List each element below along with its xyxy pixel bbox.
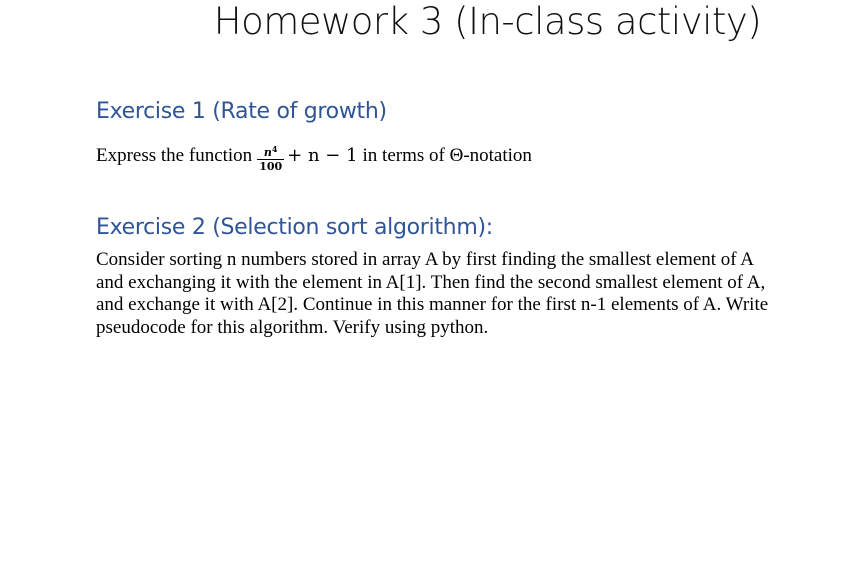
fraction-numerator xyxy=(262,143,280,159)
math-expression: + n − 1 xyxy=(287,144,358,166)
numerator-variable: n xyxy=(263,146,272,159)
exercise-1-suffix: in terms of Θ-notation xyxy=(362,144,532,166)
exercise-1-heading: Exercise 1 (Rate of growth) xyxy=(96,99,387,124)
fraction-denominator: 100 xyxy=(259,160,283,173)
exercise-2-heading: Exercise 2 (Selection sort algorithm): xyxy=(96,215,493,240)
page-title: Homework 3 (In-class activity) xyxy=(213,0,762,43)
exercise-2-text: Consider sorting n numbers stored in array A by first finding the smallest element of A and exchanging it with the element in A[1]. Then find the second smallest element of A, and exchange it with A[2]. Continue in this manner for the first n-1 elements of A. Write pseudocode for this algorithm. Verify using python. xyxy=(96,249,769,338)
exercise-1-prefix: Express the function xyxy=(96,144,253,166)
numerator-exponent: 4 xyxy=(271,144,278,154)
exercise-1-text xyxy=(96,141,532,171)
fraction xyxy=(257,143,284,173)
